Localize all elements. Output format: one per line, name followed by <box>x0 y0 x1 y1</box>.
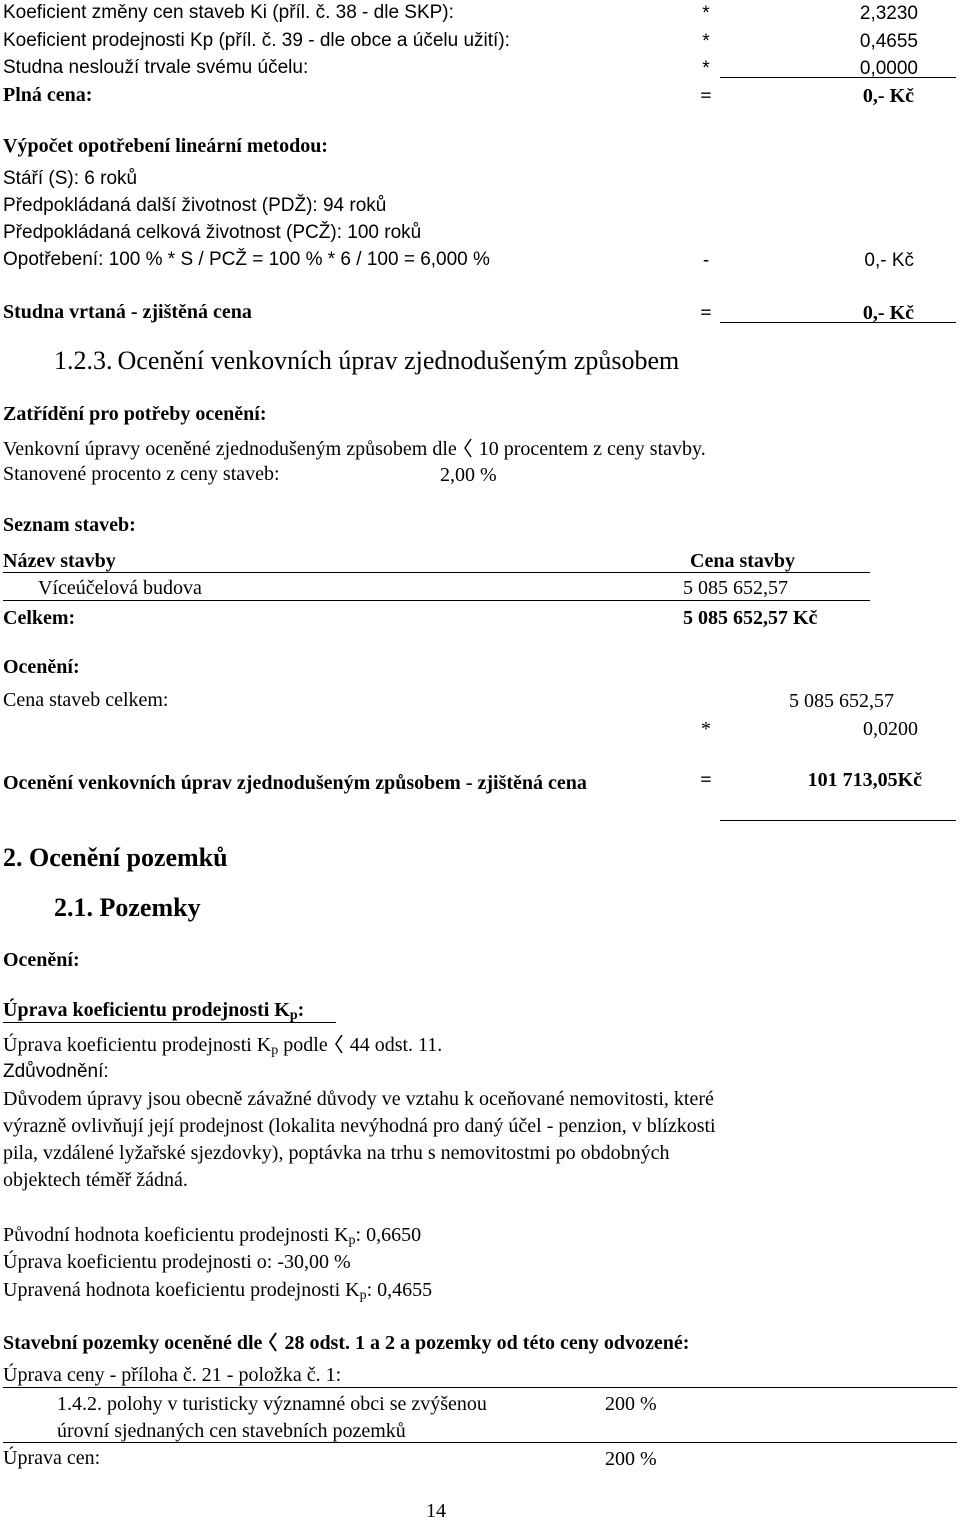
table-row-rule <box>3 600 870 601</box>
plna-cena-value: 0,- Kč <box>862 85 914 107</box>
puvodni-text: Původní hodnota koeficientu prodejnosti K <box>3 1224 349 1246</box>
uprava-line-podle: podle <box>283 1034 328 1056</box>
cena-staveb-value: 5 085 652,57 <box>789 690 894 712</box>
table-row-price: 5 085 652,57 <box>683 577 788 599</box>
venkovni-line <box>3 438 706 459</box>
paragraph-mark-icon <box>267 1332 279 1354</box>
result-value: 101 713,05Kč <box>807 769 922 791</box>
upravena-text: Upravená hodnota koeficientu prodejnosti K <box>3 1279 360 1301</box>
puvodni-sub: p <box>348 1233 356 1248</box>
item-value: 200 % <box>605 1393 657 1415</box>
result-label: Ocenění venkovních úprav zjednodušeným způsobem - zjištěná cena <box>3 772 587 794</box>
plna-cena-label: Plná cena: <box>3 84 93 106</box>
oceneni-label: Ocenění: <box>3 656 80 678</box>
stavebni-text: Stavební pozemky oceněné dle <box>3 1332 263 1354</box>
zduvodneni-line-4: objektech téměř žádná. <box>3 1169 188 1191</box>
stavebni-ref: 28 odst. 1 a 2 a pozemky od této ceny odvozené: <box>284 1332 690 1354</box>
result-op: = <box>700 769 712 791</box>
procento-value: 2,00 % <box>440 464 497 486</box>
pozemky-oceneni-label: Ocenění: <box>3 949 80 971</box>
underline <box>720 322 956 323</box>
studna-op: = <box>700 302 712 324</box>
puvodni-hodnota <box>3 1224 422 1248</box>
koef-row-ki-label: Koeficient změny cen staveb Ki (příl. č. 38 - dle SKP): <box>3 2 454 23</box>
opotrebeni-pcz: Předpokládaná celková životnost (PCŽ): 100 roků <box>3 222 422 243</box>
uprava-cen-label: Úprava cen: <box>3 1447 101 1469</box>
opotrebeni-title: Výpočet opotřebení lineární metodou: <box>3 135 328 157</box>
mult-op: * <box>701 718 711 740</box>
koef-row-kp-value: 0,4655 <box>859 31 918 52</box>
paragraph-mark-icon <box>462 438 474 460</box>
table-row-name: Víceúčelová budova <box>38 577 202 599</box>
stavebni-pozemky-title <box>3 1332 689 1353</box>
item-line-1: 1.4.2. polohy v turisticky významné obci se zvýšenou <box>57 1393 487 1415</box>
koef-row-kp-op: * <box>702 31 710 52</box>
plna-cena-op: = <box>700 85 712 107</box>
underline <box>720 77 956 78</box>
venkovni-text: Venkovní úpravy oceněné zjednodušeným způsobem dle <box>3 438 457 460</box>
page-number: 14 <box>426 1500 446 1522</box>
uprava-o: Úprava koeficientu prodejnosti o: -30,00 % <box>3 1251 351 1273</box>
opotrebeni-stari: Stáří (S): 6 roků <box>3 168 138 189</box>
zduvodneni-label: Zdůvodnění: <box>3 1061 109 1082</box>
underline <box>3 1022 336 1023</box>
venkovni-ref: 10 <box>478 438 499 460</box>
koef-row-kp-label: Koeficient prodejnosti Kp (příl. č. 39 - dle obce a účelu užití): <box>3 30 510 51</box>
venkovni-rest: procentem z ceny stavby. <box>503 438 706 460</box>
zduvodneni-line-1: Důvodem úpravy jsou obecně závažné důvody ve vztahu k oceňované nemovitosti, které <box>3 1088 714 1110</box>
puvodni-value: : 0,6650 <box>355 1224 422 1246</box>
uprava-title-sub: p <box>289 1008 298 1023</box>
section-123-title: Ocenění venkovních úprav zjednodušeným způsobem <box>117 346 680 375</box>
mult-value: 0,0200 <box>863 718 918 740</box>
section-21-title: 2.1. Pozemky <box>54 893 201 922</box>
opotrebeni-op: - <box>702 250 710 271</box>
koef-row-studna-label: Studna neslouží trvale svému účelu: <box>3 57 309 78</box>
procento-label: Stanovené procento z ceny staveb: <box>3 463 280 485</box>
opotrebeni-pdz: Předpokládaná další životnost (PDŽ): 94 roků <box>3 195 387 216</box>
zduvodneni-line-3: pila, vzdálené lyžařské sjezdovky), poptávka na trhu s nemovitostmi po obdobných <box>3 1142 670 1164</box>
paragraph-mark-icon <box>333 1034 345 1056</box>
underline <box>720 820 956 821</box>
uprava-title-text: Úprava koeficientu prodejnosti K <box>3 999 290 1021</box>
table-total-label: Celkem: <box>3 607 76 629</box>
cena-staveb-label: Cena staveb celkem: <box>3 689 169 711</box>
koef-row-studna-op: * <box>702 58 710 79</box>
opotrebeni-line: Opotřebení: 100 % * S / PCŽ = 100 % * 6 / 100 = 6,000 % <box>3 249 490 270</box>
uprava-line-ref: 44 odst. 11. <box>349 1034 443 1056</box>
koef-row-ki-op: * <box>702 3 710 24</box>
table-total-value: 5 085 652,57 Kč <box>683 607 818 629</box>
item-line-2: úrovní sjednaných cen stavebních pozemků <box>57 1420 406 1442</box>
section-2-title: 2. Ocenění pozemků <box>3 843 228 872</box>
section-123-number: 1.2.3. <box>54 346 113 375</box>
uprava-cen-value: 200 % <box>605 1448 657 1470</box>
uprava-title <box>3 999 305 1023</box>
uprava-title-end: : <box>297 999 305 1021</box>
uprava-line-sub: p <box>271 1043 279 1058</box>
table-header-name: Název stavby <box>3 550 116 572</box>
uprava-line-text: Úprava koeficientu prodejnosti K <box>3 1034 272 1056</box>
zduvodneni-line-2: výrazně ovlivňují její prodejnost (lokalita nevýhodná pro daný účel - penzion, v blízkosti <box>3 1115 716 1137</box>
upravena-value: : 0,4655 <box>366 1279 433 1301</box>
uprava-line <box>3 1034 443 1058</box>
table-header-rule <box>3 572 870 573</box>
seznam-label: Seznam staveb: <box>3 514 136 536</box>
zatrideni-label: Zatřídění pro potřeby ocenění: <box>3 403 267 425</box>
upravena-hodnota <box>3 1279 433 1303</box>
opotrebeni-value: 0,- Kč <box>864 250 914 271</box>
koef-row-studna-value: 0,0000 <box>859 58 918 79</box>
item-rule <box>3 1442 957 1443</box>
koef-row-ki-value: 2,3230 <box>859 3 918 24</box>
table-header-price: Cena stavby <box>690 550 796 572</box>
studna-value: 0,- Kč <box>862 302 914 324</box>
uprava-ceny-label: Úprava ceny - příloha č. 21 - položka č. 1: <box>3 1364 342 1386</box>
uprava-ceny-rule <box>3 1387 957 1388</box>
section-123-heading <box>54 348 679 374</box>
upravena-sub: p <box>359 1288 367 1303</box>
studna-label: Studna vrtaná - zjištěná cena <box>3 301 252 323</box>
